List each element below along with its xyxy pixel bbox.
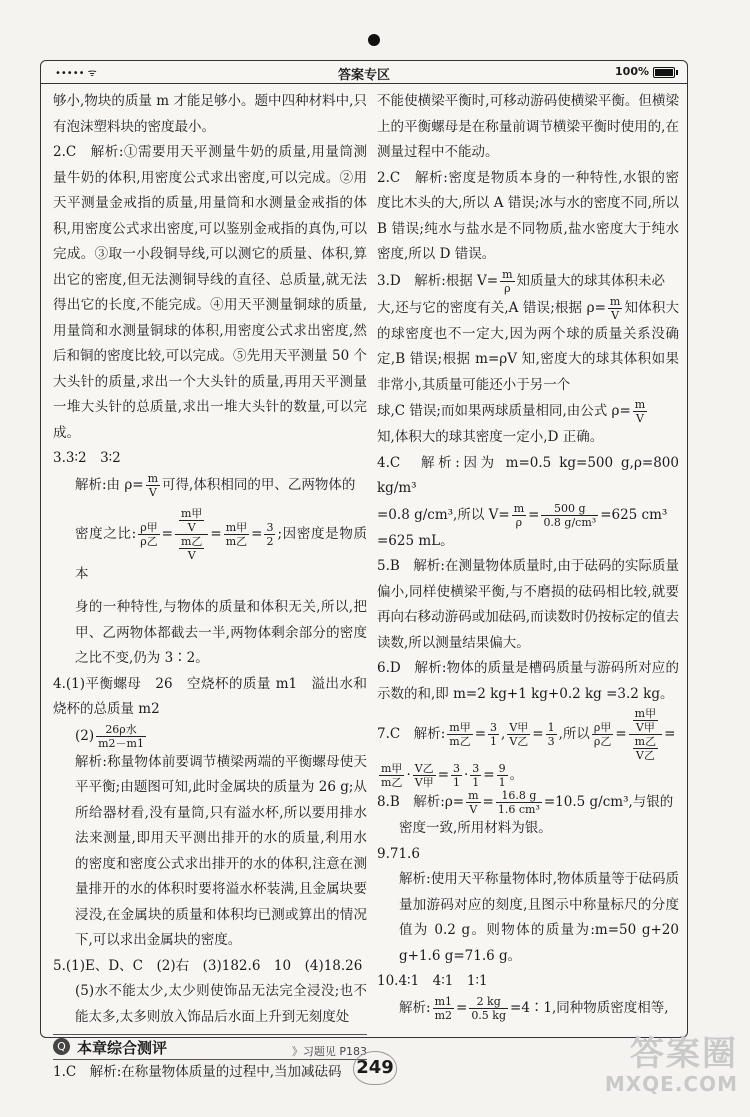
section-ref-link[interactable]: 》习题见 P183 [291, 1045, 367, 1058]
status-bar [41, 61, 687, 84]
answer-r2: 2.C 解析:密度是物质本身的一种特性,水银的密度比木头的大,所以 A 错误;冰与水的密度不同,所以 B 错误;纯水与盐水是不同物质,盐水密度大于纯水密度,所以 D 错误。 [377, 169, 679, 262]
answer-r7a: 7.C 解析: $\frac{\text{m甲}}{\text{m乙}}$ = $\frac{3}{1}$ , $\frac{\text{V甲}}{\text{V乙}}$ = $\frac{1}{3}$ ,所以 $\frac{\text{ρ甲}}{\text{ρ乙}}$ = $\frac{\frac{\text{m甲}}{\text{V甲}}}{\frac{\text{m乙}}{\text{V乙}}}$ = [377, 707, 676, 762]
answer-r4a: 4.C 解析:因为 m=0.5 kg=500 g,ρ=800 kg/m³ [377, 454, 679, 496]
answer-r3d: 知,体积大的球其密度一定小,D 正确。 [377, 429, 604, 445]
answer-3: 3.3∶2 3∶2 [53, 450, 121, 466]
answer-r4b: =0.8 g/cm³,所以 V= $\frac{m}{\rho}$ = $\frac{500 g}{\text{0.8 g/cm³}}$ =625 cm³ [377, 501, 668, 529]
analysis-r9: 解析:使用天平称量物体时,物体质量等于砝码质量加游码对应的刻度,且图示中称量标尺的分度值为 0.2 g。则物体的质量为:m=50 g+20 g+1.6 g=71.6 g。 [399, 871, 679, 964]
answer-r8b: 密度一致,所用材料为银。 [399, 820, 552, 836]
section-title: 本章综合测评 [77, 1039, 168, 1057]
answer-r6: 6.D 解析:物体的质量是槽码质量与游码所对应的示数的和,即 m=2 kg+1 kg+0.2 kg =3.2 kg。 [377, 660, 679, 702]
camera-dot [368, 34, 380, 46]
search-icon: Q [53, 1038, 70, 1055]
answer-r3a: 3.D 解析:根据 V= $\frac{m}{\rho}$ 知质量大的球其体积未必 [377, 267, 666, 295]
battery-icon [653, 67, 675, 78]
answer-4-2: (2) $\frac{\text{26ρ水}}{m2-m1}$ [75, 722, 144, 750]
answer-2: 2.C 解析:①需要用天平测量牛奶的质量,用量筒测量牛奶的体积,用密度公式求出密度,可以完成。②用天平测量金戒指的质量,用量筒和水测量金戒指的体积,用密度公式求出密度,可以鉴别金戒指的真伪,可以完成。③取一小段铜导线,可以测它的质量、体积,算出它的密度,但无法测铜导线的直径、总质量,就无法得出它的长度,不能完成。④用天平测量铜球的质量,用量筒和水测量铜球的体积,用密度公式求出密度,然后和铜的密度比较,可以完成。⑤先用天平测量 50 个大头针的质量,求出一个大头针的质量,再用天平测量一堆大头针的总质量,求出一堆大头针的数量,可以完成。 [53, 144, 367, 441]
page-number: 249 [350, 1045, 400, 1087]
answer-r7b: $\frac{\text{m甲}}{\text{m乙}}$ · $\frac{\text{V乙}}{\text{V甲}}$ = $\frac{3}{1}$ · $\frac{3}{1}$ = $\frac{9}{1}$ 。 [381, 762, 524, 789]
paragraph: 够小,物块的质量 m 才能足够小。题中四种材料中,只有泡沫塑料块的密度最小。 [53, 93, 367, 135]
answer-r3c: 球,C 错误;而如果两球质量相同,由公式 ρ= $\frac{m}{V}$ [377, 398, 646, 425]
analysis-3a: 解析:由 ρ= $\frac{m}{V}$ 可得,体积相同的甲、乙两物体的 [75, 471, 356, 499]
watermark-logo: 答案圈 MXQE.COM [604, 1034, 738, 1096]
analysis-4: 解析:称量物体前要调节横梁两端的平衡螺母使天平平衡;由题图可知,此时金属块的质量为 26 g;从所给器材看,没有量筒,只有溢水杯,所以要用排水法来测量,即用天平测出排开的水的质量,利用水的密度和密度公式求出排开的水的体积,注意在测量排开的水的体积时要将溢水杯装满,且金属块要浸没,在金属块的质量和体积均已测或算出的情况下,可以求出金属块的密度。 [75, 753, 367, 948]
analysis-r10: 解析: $\frac{m1}{m2}$ = $\frac{2 kg}{0.5 kg}$ =4∶1,同种物质密度相等, [399, 994, 669, 1022]
answer-4: 4.(1)平衡螺母 26 空烧杯的质量 m1 溢出水和烧杯的总质量 m2 [53, 675, 367, 717]
answer-5: 5.(1)E、D、C (2)右 (3)182.6 10 (4)18.26 [53, 957, 363, 974]
answer-1: 1.C 解析:在称量物体质量的过程中,当加减砝码 [53, 1064, 342, 1080]
answer-5-5: (5)水不能太少,太少则使饰品无法完全浸没;也不能太多,太多则放入饰品后水面上升到无刻度处 [75, 983, 367, 1025]
paragraph: 不能使横梁平衡时,可移动游码使横梁平衡。但横梁上的平衡螺母是在称量前调节横梁平衡时使用的,在测量过程中不能动。 [377, 93, 679, 160]
answer-r8a: 8.B 解析:ρ= $\frac{m}{V}$ = $\frac{16.8 g}{\text{1.6 cm³}}$ =10.5 g/cm³,与银的 [377, 789, 674, 816]
answer-r9: 9.71.6 [377, 845, 420, 862]
right-column [377, 89, 679, 1022]
section-header [53, 1034, 367, 1060]
answer-r3b: 大,还与它的密度有关,A 错误;根据 ρ= $\frac{m}{V}$ 知体积大的球密度也不一定大,因为两个球的质量关系没确定,B 错误;根据 m=ρV 知,密度大的球其体积如果非常小,其质量可能还小于另一个 [377, 294, 679, 393]
answer-r4c: =625 mL。 [377, 532, 454, 549]
left-column [53, 89, 367, 1086]
battery-percent: 100% [615, 65, 649, 78]
analysis-3b: 密度之比: $\frac{\text{ρ甲}}{\text{ρ乙}}$ = $\frac{\frac{\text{m甲}}{V}}{\frac{\text{m乙}}{V}}$ = $\frac{\text{m甲}}{\text{m乙}}$ = $\frac{3}{2}$ ;因密度是物质本 [75, 506, 367, 582]
fraction: $\frac{m}{V}$ [147, 471, 159, 499]
answer-r10: 10.4∶1 4∶1 1∶1 [377, 973, 488, 989]
signal-wifi-icon: ••••• ᯤ [55, 68, 97, 79]
answer-r5: 5.B 解析:在测量物体质量时,由于砝码的实际质量偏小,同样使横梁平衡,与不磨损的砝码相比较,就要再向右移动游码或加砝码,而读数时仍按标定的值去读数,所以测量结果偏大。 [377, 558, 679, 651]
analysis-3c: 身的一种特性,与物体的质量和体积无关,所以,把甲、乙两物体都截去一半,两物体剩余部分的密度之比不变,仍为 3∶2。 [75, 599, 367, 666]
status-title: 答案专区 [337, 68, 390, 83]
